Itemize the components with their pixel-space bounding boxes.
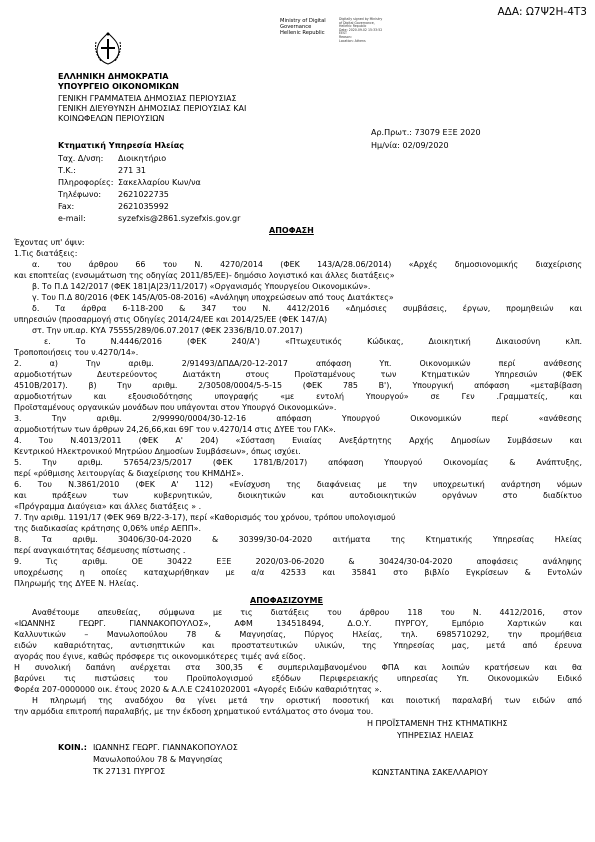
- decision-line: ειδών καθαριότητας, αντισηπτικών και προστατευτικών υλικών, της Υπηρεσίας μας, μετά από έρευνα: [14, 641, 582, 650]
- body-line: 4. Του Ν.4013/2011 (ΦΕΚ Α' 204) «Σύσταση Ενιαίας Ανεξάρτητης Αρχής Δημοσίων Συμβάσεων και: [14, 436, 582, 445]
- body-line: 2. α) Την αριθμ. 2/91493/ΔΠΔΑ/20-12-2017 απόφαση Υπ. Οικονομικών περί ανάθεσης: [14, 359, 582, 368]
- decision-line: «ΙΩΑΝΝΗΣ ΓΕΩΡΓ. ΓΙΑΝΝΑΚΟΠΟΥΛΟΣ», ΑΦΜ 134518494, Δ.Ο.Υ. ΠΥΡΓΟΥ, Εμπόριο Χαρτικών και: [14, 619, 582, 628]
- body-line: Κεντρικού Ηλεκτρονικού Μητρώου Δημοσίων Συμβάσεων», όπως ισχύει.: [14, 447, 301, 456]
- body-line: Προϊσταμένους οργανικών μονάδων που υπάγονται στον Υπουργό Οικονομικών».: [14, 403, 337, 412]
- coat-of-arms-icon: [93, 30, 123, 66]
- body-line: αρμοδιοτήτων και εξουσιοδότησης υπογραφής «με εντολή Υπουργού» σε Γεν .Γραμματείς, και: [14, 392, 582, 401]
- body-line: 4510Β/2017). β) Την αριθμ. 2/30508/0004/5-5-15 (ΦΕΚ 785 Β'), Υπουργική απόφαση «μεταβίβαση: [14, 381, 582, 390]
- decision-line: Η συνολική δαπάνη ανέρχεται στα 300,35 € συμπεριλαμβανομένου ΦΠΑ και λοιπών κρατήσεων και θα: [14, 663, 582, 672]
- recipient-name: ΙΩΑΝΝΗΣ ΓΕΩΡΓ. ΓΙΑΝΝΑΚΟΠΟΥΛΟΣ: [93, 743, 238, 752]
- decision-title: ΑΠΟΦΑΣΙΖΟΥΜΕ: [250, 596, 323, 605]
- directorate-cont: ΚΟΙΝΩΦΕΛΩΝ ΠΕΡΙΟΥΣΙΩΝ: [58, 114, 165, 123]
- body-line: αρμοδιοτήτων των άρθρων 24,26,66,και 69Γ του ν.4270/14 στις ΔΥΕΕ του ΓΛΚ».: [14, 425, 336, 434]
- decision-line: Η πληρωμή της αναδόχου θα γίνει μετά την οριστική ποσοτική και ποιοτική παραλαβή των ειδών από: [32, 696, 582, 705]
- body-line: της διαδικασίας κράτησης 0,06% υπέρ ΑΕΠΠ».: [14, 524, 201, 533]
- body-line: περί αναγκαιότητας δέσμευσης πίστωσης .: [14, 546, 186, 555]
- body-line: β. Το Π.Δ 142/2017 (ΦΕΚ 181|Α|23/11/2017) «Οργανισμός Υπουργείου Οικονομικών».: [32, 282, 371, 291]
- body-line: και πράξεων των κυβερνητικών, διοικητικών και αυτοδιοικητικών οργάνων στο διαδίκτυο: [14, 491, 582, 500]
- body-line: περί «ρύθμισης λειτουργίας & διαχείρισης του ΚΗΜΔΗΣ».: [14, 469, 244, 478]
- contact-value-address: Διοικητήριο: [118, 154, 167, 163]
- recipient-city: ΤΚ 27131 ΠΥΡΓΟΣ: [93, 767, 166, 776]
- decision-line: Φορέα 207-0000000 οικ. έτους 2020 & Α.Λ.Ε C2410202001 «Αγορές Ειδών καθαριότητας ».: [14, 685, 382, 694]
- body-line: 5. Την αριθμ. 57654/23/5/2017 (ΦΕΚ 1781/Β/2017) απόφαση Υπουργού Οικονομίας & Ανάπτυξης,: [14, 458, 582, 467]
- signature-role-cont: ΥΠΗΡΕΣΙΑΣ ΗΛΕΙΑΣ: [397, 731, 474, 740]
- body-line: γ. Του Π.Δ 80/2016 (ΦΕΚ 145/Α/05-08-2016) «Ανάληψη υποχρεώσεων από τους Διατάκτες»: [32, 293, 394, 302]
- signature-name: ΚΩΝΣΤΑΝΤΙΝΑ ΣΑΚΕΛΛΑΡΙΟΥ: [372, 768, 488, 777]
- body-line: υπηρεσιών (προσαρμογή στις Οδηγίες 2014/24/ΕΕ και 2014/25/ΕΕ (ΦΕΚ 147/Α): [14, 315, 328, 324]
- decision-line: Αναθέτουμε απευθείας, σύμφωνα με τις διατάξεις του άρθρου 118 του Ν. 4412/2016, στον: [32, 608, 582, 617]
- document-title: ΑΠΟΦΑΣΗ: [269, 226, 314, 235]
- recipient-label: ΚΟΙΝ.:: [58, 743, 87, 752]
- body-line: δ. Τα άρθρα 6-118-200 & 347 του Ν. 4412/2016 «Δημόσιες συμβάσεις, έργων, προμηθειών και: [32, 304, 582, 313]
- ministry-name: ΥΠΟΥΡΓΕΙΟ ΟΙΚΟΝΟΜΙΚΩΝ: [58, 82, 179, 91]
- body-line: 8. Τα αριθμ. 30406/30-04-2020 & 30399/30-04-2020 αιτήματα της Κτηματικής Υπηρεσίας Ηλείας: [14, 535, 582, 544]
- contact-label-info: Πληροφορίες:: [58, 178, 114, 187]
- body-line: 7. Την αριθμ. 1191/17 (ΦΕΚ 969 Β/22-3-17), περί «Καθορισμός του χρόνου, τρόπου υπολογισμού: [14, 513, 396, 522]
- decision-line: Καλλυντικών – Μανωλοπούλου 78 & Μαγνησίας, Πύργος Ηλείας, τηλ. 6985710292, την προμήθεια: [14, 630, 582, 639]
- contact-label-fax: Fax:: [58, 202, 75, 211]
- decision-line: βαρύνει τις πιστώσεις του Προϋπολογισμού εξόδων Περιφερειακής υπηρεσίας Υπ. Οικονομικών Ειδικό: [14, 674, 582, 683]
- body-line: Πληρωμής της ΔΥΕΕ Ν. Ηλείας.: [14, 579, 139, 588]
- ada-code: ΑΔΑ: Ω7Ψ2Η-4Τ3: [497, 6, 587, 18]
- service-name: Κτηματική Υπηρεσία Ηλείας: [58, 141, 184, 150]
- body-line: υποχρέωσης η οποίες καταχωρήθηκαν με α/α 42533 και 35841 στο βιβλίο Εγκρίσεων & Εντολών: [14, 568, 582, 577]
- contact-value-email[interactable]: syzefxis@2861.syzefxis.gov.gr: [118, 214, 241, 223]
- body-line: στ. Την υπ.αρ. ΚΥΑ 75555/289/06.07.2017 (ΦΕΚ 2336/Β/10.07.2017): [32, 326, 303, 335]
- contact-value-info: Σακελλαρίου Κων/να: [118, 178, 201, 187]
- body-line: α. του άρθρου 66 του Ν. 4270/2014 (ΦΕΚ 143/Α/28.06/2014) «Αρχές δημοσιονομικής διαχείρισης: [32, 260, 582, 269]
- body-line: 9. Τις αριθμ. ΟΕ 30422 ΕΞΕ 2020/03-06-2020 & 30424/30-04-2020 αποφάσεις ανάληψης: [14, 557, 582, 566]
- decision-line: την αρμόδια επιτροπή παραλαβής, με την έκδοση χρηματικού εντάλματος στο όνομα του.: [14, 707, 374, 716]
- body-line: ε. Το Ν.4446/2016 (ΦΕΚ 240/Α') «Πτωχευτικός Κώδικας, Διοικητική Δικαιοσύνη κλπ.: [44, 337, 582, 346]
- recipient-address: Μανωλοπούλου 78 & Μαγνησίας: [93, 755, 223, 764]
- signature-role: Η ΠΡΟΪΣΤΑΜΕΝΗ ΤΗΣ ΚΤΗΜΑΤΙΚΗΣ: [367, 719, 508, 728]
- body-line: 6. Του Ν.3861/2010 (ΦΕΚ Α' 112) «Ενίσχυση της διαφάνειας με την υποχρεωτική ανάρτηση νόμων: [14, 480, 582, 489]
- protocol-number: Αρ.Πρωτ.: 73079 ΕΞΕ 2020: [371, 128, 481, 137]
- body-line: Έχοντας υπ' όψιν:: [14, 238, 85, 247]
- body-line: και εποπτείας (ενσωμάτωση της οδηγίας 2011/85/ΕΕ)- δημόσιο λογιστικό και άλλες διατάξεις»: [14, 271, 395, 280]
- contact-label-postcode: Τ.Κ.:: [58, 166, 76, 175]
- contact-label-email: e-mail:: [58, 214, 86, 223]
- country-name: ΕΛΛΗΝΙΚΗ ΔΗΜΟΚΡΑΤΙΑ: [58, 72, 169, 81]
- body-line: 1.Τις διατάξεις:: [14, 249, 78, 258]
- general-secretariat: ΓΕΝΙΚΗ ΓΡΑΜΜΑΤΕΙΑ ΔΗΜΟΣΙΑΣ ΠΕΡΙΟΥΣΙΑΣ: [58, 94, 237, 103]
- body-line: «Πρόγραμμα Διαύγεια» και άλλες διατάξεις » .: [14, 502, 202, 511]
- decision-line: αγοράς που έγινε, καθώς πρόσφερε τις οικονομικότερες τιμές ανά είδος.: [14, 652, 306, 661]
- contact-value-phone: 2621022735: [118, 190, 169, 199]
- document-date: Ημ/νία: 02/09/2020: [371, 141, 449, 150]
- body-line: 3. Την αριθμ. 2/99990/0004/30-12-16 απόφαση Υπουργού Οικονομικών περί «ανάθεσης: [14, 414, 582, 423]
- digital-signature-details: Digitally signed by Ministry of Digital Governance, Hellenic Republic Date: 2020.09.02 15:33:52 EEST Reason: Location: Athens: [339, 17, 383, 43]
- general-directorate: ΓΕΝΙΚΗ ΔΙΕΥΘΥΝΣΗ ΔΗΜΟΣΙΑΣ ΠΕΡΙΟΥΣΙΑΣ ΚΑΙ: [58, 104, 247, 113]
- contact-value-postcode: 271 31: [118, 166, 146, 175]
- digital-signature-label: Ministry of Digital Governance Hellenic Republic: [280, 18, 326, 36]
- contact-value-fax: 2621035992: [118, 202, 169, 211]
- body-line: αρμοδιοτήτων Δευτερεύοντος Διατάκτη στους Προϊσταμένους των Κτηματικών Υπηρεσιών (ΦΕΚ: [14, 370, 582, 379]
- contact-label-phone: Τηλέφωνο:: [58, 190, 102, 199]
- contact-label-address: Ταχ. Δ/νση:: [58, 154, 104, 163]
- body-line: Τροποποιήσεις του ν.4270/14».: [14, 348, 139, 357]
